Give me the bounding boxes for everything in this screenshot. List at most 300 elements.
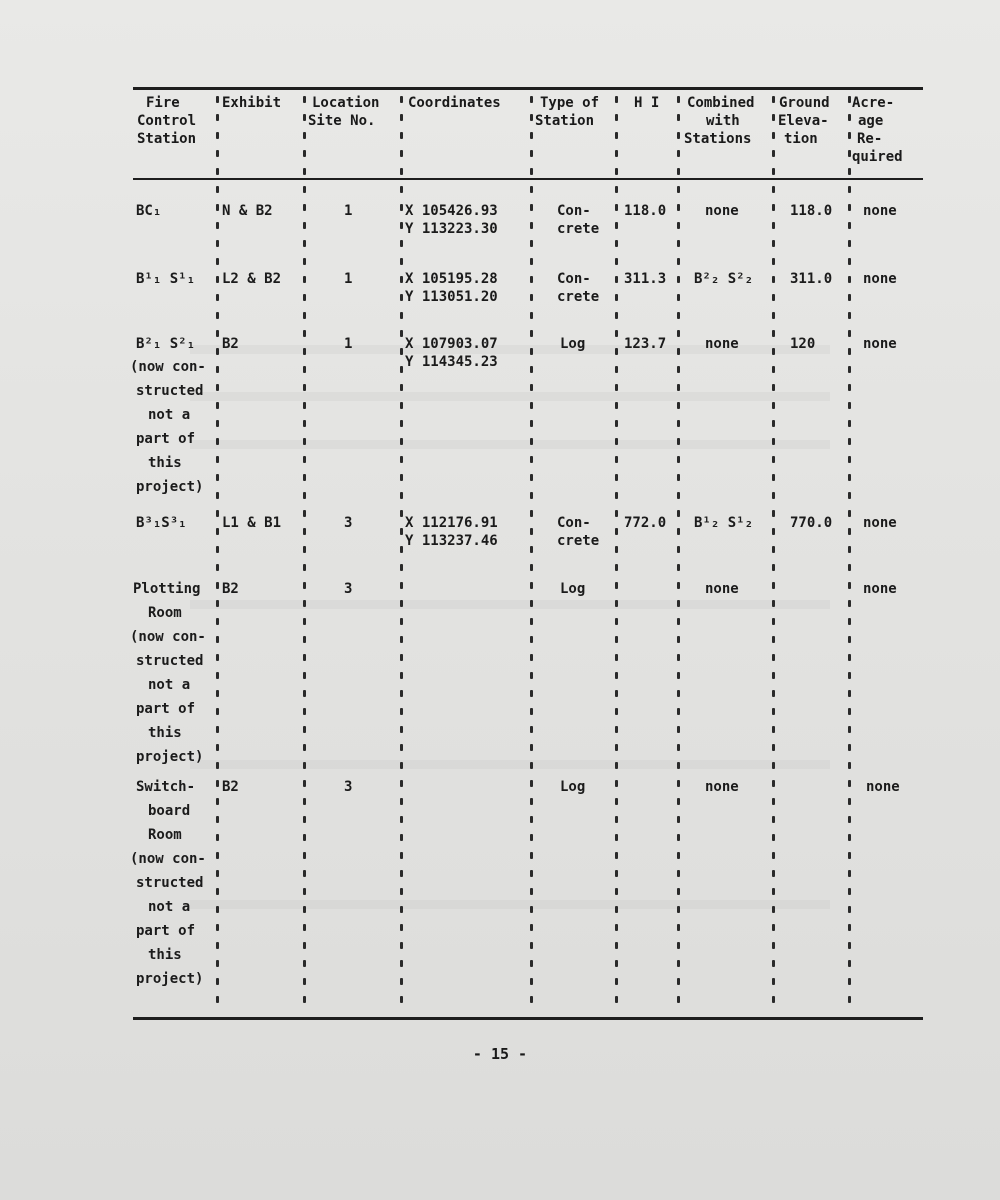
station-note: this (148, 455, 182, 471)
column-tick (303, 312, 306, 319)
site-cell: 3 (344, 581, 353, 597)
column-tick (677, 816, 680, 823)
column-tick (216, 474, 219, 481)
column-tick (848, 510, 851, 517)
column-tick (772, 312, 775, 319)
column-tick (615, 222, 618, 229)
column-tick (400, 312, 403, 319)
station-note: project) (136, 749, 204, 765)
column-tick (677, 762, 680, 769)
column-tick (772, 258, 775, 265)
column-tick (216, 960, 219, 967)
column-tick (303, 564, 306, 571)
site-cell: 1 (344, 271, 353, 287)
column-tick (677, 168, 680, 175)
column-tick (303, 168, 306, 175)
column-tick (615, 366, 618, 373)
column-tick (530, 456, 533, 463)
column-tick (400, 672, 403, 679)
header-control: Control (137, 113, 197, 129)
column-tick (677, 582, 680, 589)
column-tick (400, 96, 403, 103)
column-tick (772, 402, 775, 409)
column-tick (848, 816, 851, 823)
station-note: (now con- (130, 359, 206, 375)
column-tick (530, 186, 533, 193)
column-tick (303, 384, 306, 391)
column-tick (303, 726, 306, 733)
column-tick (677, 276, 680, 283)
column-tick (615, 852, 618, 859)
column-tick (615, 582, 618, 589)
column-tick (615, 942, 618, 949)
column-tick (615, 132, 618, 139)
station-name: Room (148, 827, 182, 843)
column-tick (530, 834, 533, 841)
column-tick (772, 366, 775, 373)
column-tick (400, 546, 403, 553)
column-tick (400, 132, 403, 139)
column-tick (615, 780, 618, 787)
column-tick (677, 546, 680, 553)
column-tick (216, 96, 219, 103)
column-tick (303, 672, 306, 679)
column-tick (848, 438, 851, 445)
column-tick (216, 618, 219, 625)
column-tick (848, 924, 851, 931)
column-tick (848, 492, 851, 499)
column-tick (303, 456, 306, 463)
column-tick (216, 150, 219, 157)
column-tick (677, 186, 680, 193)
column-tick (303, 258, 306, 265)
column-tick (530, 168, 533, 175)
acreage-cell: none (863, 515, 897, 531)
column-tick (677, 438, 680, 445)
column-tick (216, 798, 219, 805)
column-tick (677, 348, 680, 355)
bleed-through (190, 392, 830, 401)
column-tick (400, 564, 403, 571)
column-tick (848, 870, 851, 877)
column-tick (400, 996, 403, 1003)
station-note: structed (136, 383, 204, 399)
column-tick (400, 618, 403, 625)
column-tick (303, 96, 306, 103)
column-tick (848, 150, 851, 157)
column-tick (530, 960, 533, 967)
column-tick (772, 744, 775, 751)
column-tick (216, 654, 219, 661)
column-tick (530, 150, 533, 157)
column-tick (615, 744, 618, 751)
station-name: BC₁ (136, 203, 162, 219)
column-tick (303, 744, 306, 751)
column-tick (772, 762, 775, 769)
column-tick (615, 528, 618, 535)
coord-x: X 112176.91 (405, 515, 498, 531)
column-tick (400, 708, 403, 715)
column-tick (530, 654, 533, 661)
column-tick (530, 222, 533, 229)
acreage-cell: none (863, 336, 897, 352)
column-tick (677, 942, 680, 949)
column-tick (303, 276, 306, 283)
column-tick (848, 330, 851, 337)
hi-cell: 123.7 (624, 336, 667, 352)
column-tick (400, 384, 403, 391)
column-tick (216, 222, 219, 229)
column-tick (400, 870, 403, 877)
column-tick (615, 798, 618, 805)
combined-cell: B¹₂ S¹₂ (694, 515, 754, 531)
column-tick (400, 978, 403, 985)
column-tick (400, 852, 403, 859)
column-tick (772, 654, 775, 661)
column-tick (216, 924, 219, 931)
column-tick (530, 888, 533, 895)
column-tick (400, 726, 403, 733)
column-tick (400, 222, 403, 229)
exhibit-cell: N & B2 (222, 203, 273, 219)
column-tick (303, 870, 306, 877)
column-tick (772, 690, 775, 697)
column-tick (772, 924, 775, 931)
column-tick (400, 186, 403, 193)
header-quired: quired (852, 149, 903, 165)
column-tick (216, 114, 219, 121)
column-tick (848, 960, 851, 967)
column-tick (848, 834, 851, 841)
column-tick (530, 942, 533, 949)
station-note: structed (136, 653, 204, 669)
column-tick (303, 834, 306, 841)
column-tick (615, 294, 618, 301)
hi-cell: 311.3 (624, 271, 667, 287)
column-tick (400, 924, 403, 931)
column-tick (530, 996, 533, 1003)
column-tick (216, 348, 219, 355)
column-tick (303, 474, 306, 481)
acreage-cell: none (866, 779, 900, 795)
column-tick (848, 996, 851, 1003)
column-tick (400, 942, 403, 949)
column-tick (772, 276, 775, 283)
station-note: (now con- (130, 851, 206, 867)
type-cell: crete (557, 289, 600, 305)
column-tick (303, 762, 306, 769)
column-tick (677, 456, 680, 463)
header-ground: Ground (779, 95, 830, 111)
column-tick (216, 456, 219, 463)
column-tick (677, 366, 680, 373)
column-tick (303, 366, 306, 373)
column-tick (848, 528, 851, 535)
column-tick (400, 276, 403, 283)
column-tick (615, 276, 618, 283)
station-note: part of (136, 701, 196, 717)
column-tick (400, 906, 403, 913)
column-tick (216, 366, 219, 373)
column-tick (772, 96, 775, 103)
column-tick (677, 384, 680, 391)
column-tick (615, 636, 618, 643)
column-tick (615, 240, 618, 247)
column-tick (400, 330, 403, 337)
column-tick (677, 132, 680, 139)
column-tick (772, 438, 775, 445)
column-tick (615, 834, 618, 841)
column-tick (615, 960, 618, 967)
column-tick (677, 654, 680, 661)
column-tick (677, 960, 680, 967)
column-tick (677, 996, 680, 1003)
station-note: not a (148, 407, 191, 423)
column-tick (216, 942, 219, 949)
column-tick (848, 906, 851, 913)
column-tick (677, 150, 680, 157)
station-name: B³₁S³₁ (136, 515, 187, 531)
column-tick (216, 330, 219, 337)
column-tick (216, 726, 219, 733)
column-tick (400, 438, 403, 445)
column-tick (848, 312, 851, 319)
column-tick (772, 636, 775, 643)
column-tick (615, 870, 618, 877)
column-tick (615, 906, 618, 913)
column-tick (530, 726, 533, 733)
table-bottom-rule (133, 1017, 923, 1020)
column-tick (615, 690, 618, 697)
column-tick (848, 384, 851, 391)
column-tick (216, 870, 219, 877)
column-tick (772, 978, 775, 985)
bleed-through (190, 600, 830, 609)
column-tick (848, 780, 851, 787)
column-tick (772, 168, 775, 175)
column-tick (615, 510, 618, 517)
bleed-through (190, 760, 830, 769)
column-tick (772, 816, 775, 823)
column-tick (303, 204, 306, 211)
column-tick (772, 600, 775, 607)
column-tick (677, 420, 680, 427)
column-tick (530, 420, 533, 427)
column-tick (303, 150, 306, 157)
column-tick (848, 348, 851, 355)
column-tick (216, 294, 219, 301)
coord-y: Y 114345.23 (405, 354, 498, 370)
column-tick (303, 294, 306, 301)
column-tick (615, 384, 618, 391)
column-tick (400, 888, 403, 895)
column-tick (303, 708, 306, 715)
type-cell: crete (557, 221, 600, 237)
header-re: Re- (857, 131, 883, 147)
type-cell: Log (560, 779, 586, 795)
column-tick (530, 870, 533, 877)
column-tick (530, 744, 533, 751)
header-elevation: Eleva- (778, 113, 829, 129)
column-tick (677, 798, 680, 805)
column-tick (677, 204, 680, 211)
column-tick (530, 384, 533, 391)
column-tick (848, 132, 851, 139)
column-tick (615, 474, 618, 481)
column-tick (772, 564, 775, 571)
column-tick (772, 240, 775, 247)
column-tick (530, 96, 533, 103)
column-tick (772, 942, 775, 949)
column-tick (848, 222, 851, 229)
column-tick (677, 924, 680, 931)
header-type-of: Type of (540, 95, 600, 111)
column-tick (848, 744, 851, 751)
column-tick (216, 528, 219, 535)
column-tick (303, 114, 306, 121)
column-tick (677, 528, 680, 535)
column-tick (400, 474, 403, 481)
column-tick (848, 276, 851, 283)
column-tick (772, 780, 775, 787)
column-tick (615, 456, 618, 463)
combined-cell: none (705, 779, 739, 795)
column-tick (677, 744, 680, 751)
column-tick (216, 420, 219, 427)
column-tick (216, 312, 219, 319)
column-tick (677, 888, 680, 895)
column-tick (848, 546, 851, 553)
column-tick (772, 708, 775, 715)
column-tick (530, 636, 533, 643)
column-tick (216, 672, 219, 679)
column-tick (216, 690, 219, 697)
site-cell: 3 (344, 515, 353, 531)
column-tick (677, 906, 680, 913)
column-tick (530, 438, 533, 445)
column-tick (615, 978, 618, 985)
header-site-no: Site No. (308, 113, 376, 129)
bleed-through (190, 440, 830, 449)
column-tick (615, 654, 618, 661)
column-tick (303, 618, 306, 625)
coord-x: X 105195.28 (405, 271, 498, 287)
column-tick (400, 780, 403, 787)
column-tick (530, 780, 533, 787)
column-tick (216, 384, 219, 391)
hi-cell: 118.0 (624, 203, 667, 219)
column-tick (848, 258, 851, 265)
ground-cell: 311.0 (790, 271, 833, 287)
station-note: project) (136, 479, 204, 495)
column-tick (303, 330, 306, 337)
column-tick (530, 600, 533, 607)
column-tick (303, 510, 306, 517)
column-tick (530, 366, 533, 373)
column-tick (848, 564, 851, 571)
column-tick (677, 978, 680, 985)
station-note: (now con- (130, 629, 206, 645)
column-tick (216, 978, 219, 985)
column-tick (530, 816, 533, 823)
header-fire: Fire (146, 95, 180, 111)
column-tick (772, 492, 775, 499)
column-tick (615, 618, 618, 625)
column-tick (216, 492, 219, 499)
column-tick (615, 996, 618, 1003)
column-tick (530, 492, 533, 499)
column-tick (303, 780, 306, 787)
acreage-cell: none (863, 203, 897, 219)
column-tick (677, 600, 680, 607)
exhibit-cell: L1 & B1 (222, 515, 282, 531)
column-tick (400, 690, 403, 697)
column-tick (303, 942, 306, 949)
header-combined: Combined (687, 95, 755, 111)
exhibit-cell: B2 (222, 779, 239, 795)
column-tick (772, 330, 775, 337)
column-tick (848, 366, 851, 373)
column-tick (530, 330, 533, 337)
column-tick (303, 492, 306, 499)
exhibit-cell: L2 & B2 (222, 271, 282, 287)
column-tick (848, 96, 851, 103)
column-tick (772, 726, 775, 733)
column-tick (615, 492, 618, 499)
column-tick (772, 474, 775, 481)
station-note: part of (136, 431, 196, 447)
column-tick (400, 510, 403, 517)
column-tick (530, 240, 533, 247)
column-tick (615, 402, 618, 409)
station-note: structed (136, 875, 204, 891)
column-tick (303, 600, 306, 607)
column-tick (530, 708, 533, 715)
column-tick (303, 978, 306, 985)
column-tick (677, 564, 680, 571)
column-tick (615, 348, 618, 355)
column-tick (772, 618, 775, 625)
column-tick (677, 402, 680, 409)
column-tick (530, 906, 533, 913)
site-cell: 1 (344, 336, 353, 352)
column-tick (216, 744, 219, 751)
column-tick (677, 672, 680, 679)
hi-cell: 772.0 (624, 515, 667, 531)
column-tick (303, 852, 306, 859)
column-tick (615, 726, 618, 733)
column-tick (303, 798, 306, 805)
column-tick (772, 222, 775, 229)
column-tick (216, 168, 219, 175)
column-tick (400, 816, 403, 823)
column-tick (848, 402, 851, 409)
ground-cell: 770.0 (790, 515, 833, 531)
column-tick (848, 654, 851, 661)
type-cell: Con- (557, 271, 591, 287)
column-tick (677, 240, 680, 247)
column-tick (772, 528, 775, 535)
column-tick (530, 582, 533, 589)
station-name: Room (148, 605, 182, 621)
column-tick (615, 564, 618, 571)
column-tick (216, 888, 219, 895)
column-tick (848, 186, 851, 193)
column-tick (677, 312, 680, 319)
column-tick (530, 204, 533, 211)
column-tick (216, 564, 219, 571)
column-tick (303, 690, 306, 697)
